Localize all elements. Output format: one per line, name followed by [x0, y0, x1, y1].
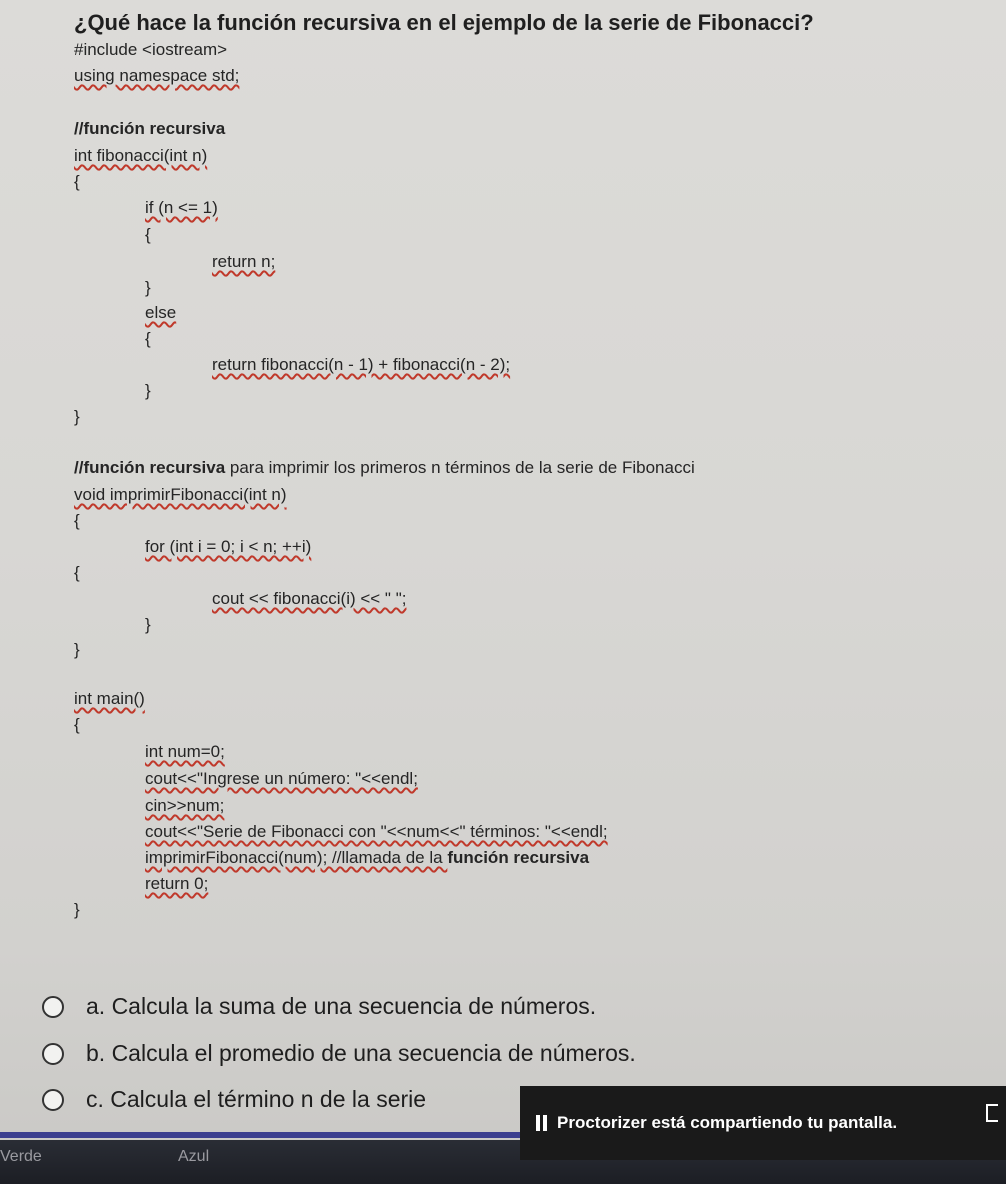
code-line: {: [74, 563, 80, 582]
comment-bold: función recursiva: [447, 848, 590, 867]
code-text: if (n <= 1): [145, 198, 218, 217]
code-line: [212, 589, 406, 609]
comment-bold: //función recursiva: [74, 458, 226, 477]
banner-message: Proctorizer está compartiendo tu pantalla.: [557, 1113, 898, 1132]
code-text: int num=0;: [145, 742, 225, 761]
code-text: int main(): [74, 689, 145, 708]
code-text: cin>>num;: [145, 796, 225, 815]
option-label: b. Calcula el promedio de una secuencia de números.: [86, 1040, 636, 1066]
code-line: #include <iostream>: [74, 40, 228, 59]
code-text: cout<<"Serie de Fibonacci con "<<num<<" términos: "<<endl;: [145, 822, 608, 841]
code-text: return n;: [212, 252, 276, 271]
code-line: }: [145, 381, 151, 400]
code-line: [145, 198, 218, 218]
code-line: [145, 537, 311, 557]
code-line: [212, 355, 510, 375]
code-line: [145, 848, 589, 868]
code-text: return 0;: [145, 874, 209, 893]
bottom-label-right: Azul: [178, 1148, 210, 1165]
code-text: void imprimirFibonacci(int n): [74, 485, 287, 504]
code-line: }: [74, 900, 80, 919]
option-a[interactable]: [42, 993, 596, 1020]
code-text: using namespace std;: [74, 66, 240, 85]
code-text: for (int i = 0; i < n; ++i): [145, 537, 312, 556]
code-line: [145, 796, 224, 816]
code-line: }: [145, 278, 151, 297]
screen-share-banner: [520, 1086, 1006, 1160]
code-comment: [74, 458, 695, 478]
code-line: {: [145, 225, 151, 244]
pause-icon[interactable]: [536, 1115, 547, 1131]
option-b[interactable]: [42, 1040, 636, 1067]
comment-rest: para imprimir los primeros n términos de la serie de Fibonacci: [225, 458, 695, 477]
option-label: a. Calcula la suma de una secuencia de números.: [86, 993, 597, 1019]
code-line: }: [145, 615, 151, 634]
code-text: cout<<"Ingrese un número: "<<endl;: [145, 769, 418, 788]
code-line: [212, 252, 275, 272]
code-line: [74, 66, 239, 86]
code-text: else: [145, 303, 177, 322]
code-line: [145, 822, 608, 842]
code-comment: //función recursiva: [74, 119, 226, 138]
code-line: [145, 303, 176, 323]
code-line: [74, 485, 287, 505]
radio-button[interactable]: [42, 996, 64, 1018]
code-line: {: [74, 511, 80, 530]
code-line: {: [74, 172, 80, 191]
radio-button[interactable]: [42, 1089, 64, 1111]
code-line: [145, 742, 225, 762]
code-line: }: [74, 640, 80, 659]
code-line: [145, 874, 208, 894]
code-text: imprimirFibonacci(num); //llamada de la: [145, 848, 448, 867]
code-line: }: [74, 407, 80, 426]
code-text: int fibonacci(int n): [74, 146, 208, 165]
code-line: [74, 146, 207, 166]
code-text: return fibonacci(n - 1) + fibonacci(n - 2);: [212, 355, 511, 374]
option-c[interactable]: [42, 1086, 426, 1113]
bottom-label-left: Verde: [0, 1148, 42, 1165]
question-title: ¿Qué hace la función recursiva en el ejemplo de la serie de Fibonacci?: [74, 10, 814, 35]
radio-button[interactable]: [42, 1043, 64, 1065]
code-line: {: [74, 715, 80, 734]
code-line: [74, 689, 145, 709]
divider: [0, 1132, 520, 1138]
stop-share-icon[interactable]: [986, 1104, 998, 1122]
code-text: cout << fibonacci(i) << " ";: [212, 589, 407, 608]
code-line: {: [145, 329, 151, 348]
option-label: c. Calcula el término n de la serie: [86, 1086, 427, 1112]
code-line: [145, 769, 418, 789]
